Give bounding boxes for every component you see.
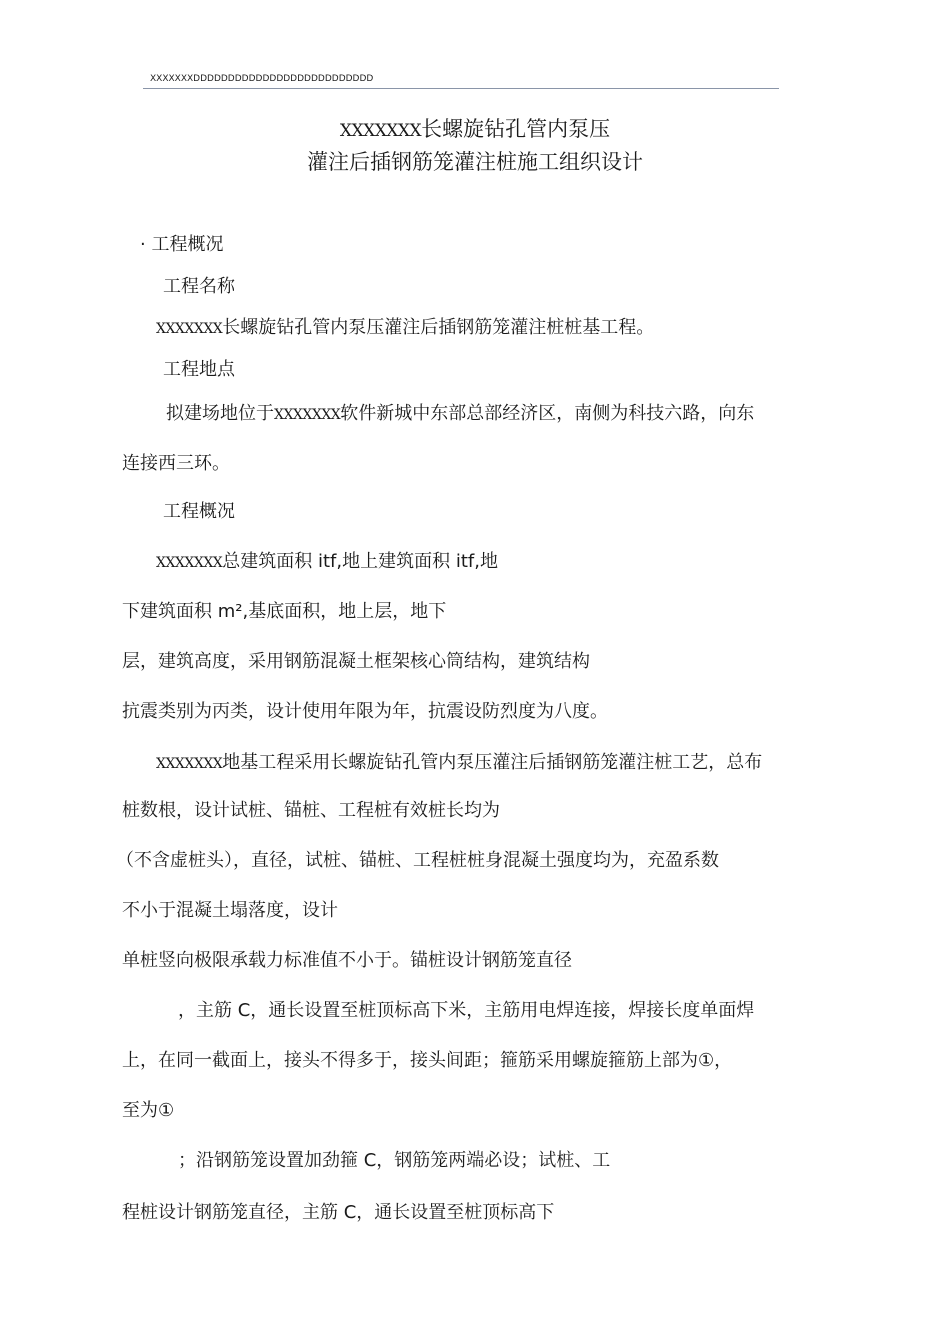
title-placeholder: XXXXXXX <box>339 121 422 141</box>
paragraph-overview-line-1 <box>156 547 498 573</box>
subheading-project-name: 工程名称 <box>163 276 235 297</box>
paragraph-location-line-1 <box>166 399 754 425</box>
paragraph-text: 总建筑面积 itf,地上建筑面积 itf,地 <box>222 551 498 572</box>
paragraph-pile-line-2: 桩数根，设计试桩、锚桩、工程桩有效桩长均为 <box>122 800 500 821</box>
paragraph-pile-line-3: （不含虚桩头），直径，试桩、锚桩、工程桩桩身混凝土强度均为，充盈系数 <box>116 850 719 871</box>
paragraph-pile-line-8: 至为① <box>122 1100 175 1121</box>
subheading-project-overview: 工程概况 <box>163 501 235 522</box>
paragraph-overview-line-3: 层，建筑高度，采用钢筋混凝土框架核心筒结构，建筑结构 <box>122 651 590 672</box>
placeholder-text: XXXXXXX <box>156 321 223 337</box>
paragraph-text: 软件新城中东部总部经济区，南侧为科技六路，向东 <box>340 403 755 424</box>
paragraph-pile-line-6: ，主筋 C，通长设置至桩顶标高下米，主筋用电焊连接，焊接长度单面焊 <box>178 1000 755 1021</box>
running-header: XXXXXXXDDDDDDDDDDDDDDDDDDDDDDDDDD <box>150 74 374 84</box>
paragraph-pile-line-9: ；沿钢筋笼设置加劲箍 C，钢筋笼两端必设；试桩、工 <box>178 1150 611 1171</box>
title-text: 长螺旋钻孔管内泵压 <box>421 117 611 141</box>
section-heading: · 工程概况 <box>140 234 224 255</box>
paragraph-overview-line-4: 抗震类别为丙类，设计使用年限为年，抗震设防烈度为八度。 <box>122 701 608 722</box>
paragraph-overview-line-2: 下建筑面积 m²,基底面积，地上层，地下 <box>122 601 447 622</box>
paragraph-pile-line-5: 单桩竖向极限承载力标准值不小于。锚桩设计钢筋笼直径 <box>122 950 572 971</box>
subheading-project-location: 工程地点 <box>163 359 235 380</box>
paragraph-pile-line-1 <box>156 748 762 774</box>
paragraph-text: 长螺旋钻孔管内泵压灌注后插钢筋笼灌注桩桩基工程。 <box>222 317 655 338</box>
document-title-line-2: 灌注后插钢筋笼灌注桩施工组织设计 <box>307 150 643 174</box>
paragraph-text: 地基工程采用长螺旋钻孔管内泵压灌注后插钢筋笼灌注桩工艺，总布 <box>222 752 763 773</box>
placeholder-text: XXXXXXX <box>156 555 223 571</box>
paragraph-pile-line-10: 程桩设计钢筋笼直径，主筋 C，通长设置至桩顶标高下 <box>122 1202 555 1223</box>
document-title-line-1 <box>0 113 950 143</box>
paragraph-location-line-2: 连接西三环。 <box>122 453 230 474</box>
paragraph-pile-line-4: 不小于混凝土塌落度，设计 <box>122 900 338 921</box>
paragraph-project-name <box>156 313 654 339</box>
paragraph-pile-line-7: 上，在同一截面上，接头不得多于，接头间距；箍筋采用螺旋箍筋上部为①， <box>122 1050 733 1071</box>
placeholder-text: XXXXXXX <box>274 407 341 423</box>
paragraph-text: 拟建场地位于 <box>166 403 274 424</box>
header-rule <box>143 88 779 89</box>
placeholder-text: XXXXXXX <box>156 756 223 772</box>
